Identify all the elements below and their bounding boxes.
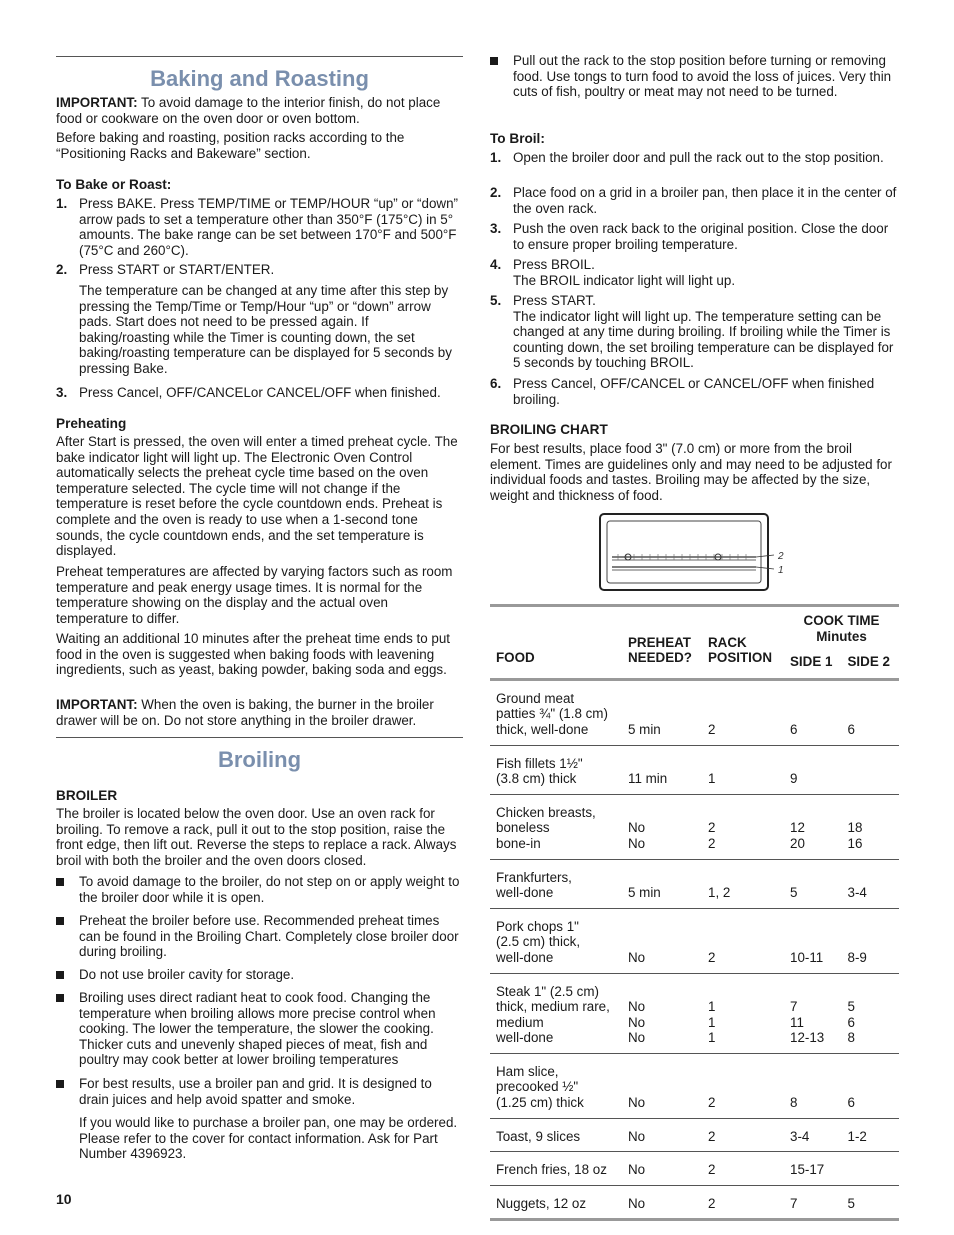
cell-side1: 3-4 bbox=[784, 1118, 842, 1152]
step-text: Press Cancel, OFF/CANCELor CANCEL/OFF when finished. bbox=[79, 385, 441, 400]
cell-food: Chicken breasts, boneless bone-in bbox=[490, 794, 622, 859]
cell-side1: 7 11 12-13 bbox=[784, 973, 842, 1053]
bullet-text: Do not use broiler cavity for storage. bbox=[79, 967, 295, 982]
step-text: Press BAKE. Press TEMP/TIME or TEMP/HOUR “up” or “down” arrow pads to set a temperature other than 350°F (175°C) in 5° amounts. The bake range can be set between 170°F and 500°F (75°C and 260°C). bbox=[79, 196, 458, 258]
col-header-side2: SIDE 2 bbox=[842, 644, 900, 679]
cell-side2: 1-2 bbox=[842, 1118, 900, 1152]
step-text: Place food on a grid in a broiler pan, then place it in the center of the oven rack. bbox=[513, 185, 897, 216]
table-row bbox=[490, 794, 899, 859]
preheat-paragraph: Waiting an additional 10 minutes after the preheat time ends to put food in the oven is suggested when baking foods with leavening ingredients, such as yeast, baking powder, baking soda and eggs. bbox=[56, 631, 451, 678]
step-number: 3. bbox=[56, 385, 68, 400]
broiling-chart-table bbox=[490, 604, 899, 1221]
step-text: Press START or START/ENTER. bbox=[79, 262, 275, 277]
cell-rack: 2 bbox=[702, 1053, 784, 1118]
col-header-food: FOOD bbox=[490, 606, 622, 680]
cell-side2: 3-4 bbox=[842, 859, 900, 908]
step-text: Press START. The indicator light will light up. The temperature setting can be changed at any time during broiling. If broiling while the Timer is counting down, the set broiling temperature can be displayed for 5 seconds by touching BROIL. bbox=[513, 293, 894, 371]
cell-side1: 12 20 bbox=[784, 794, 842, 859]
important-label: IMPORTANT: bbox=[56, 697, 138, 712]
cell-side2: 5 6 8 bbox=[842, 973, 900, 1053]
bullet-icon bbox=[56, 874, 66, 884]
table-row bbox=[490, 745, 899, 794]
cell-rack: 2 bbox=[702, 1152, 784, 1186]
cell-preheat: No bbox=[622, 1053, 702, 1118]
important-label: IMPORTANT: bbox=[56, 95, 138, 110]
table-row bbox=[490, 1152, 899, 1186]
col-header-preheat: PREHEAT NEEDED? bbox=[622, 606, 702, 680]
bullet-icon bbox=[490, 53, 500, 63]
bullet-text: Pull out the rack to the stop position before turning or removing food. Use tongs to turn food to avoid the loss of juices. Very thin cuts of fish, poultry or meat may not need to be turned. bbox=[513, 53, 892, 100]
before-baking-text: Before baking and roasting, position racks according to the “Positioning Racks and Bakeware” section. bbox=[56, 130, 405, 161]
step-number: 6. bbox=[490, 376, 502, 391]
cell-food: Fish fillets 1½" (3.8 cm) thick bbox=[490, 745, 622, 794]
cell-side2: 8-9 bbox=[842, 908, 900, 973]
rack-label-2: 2 bbox=[778, 551, 784, 562]
top-divider bbox=[56, 56, 463, 57]
cell-food: Pork chops 1" (2.5 cm) thick, well-done bbox=[490, 908, 622, 973]
cell-food: French fries, 18 oz bbox=[490, 1152, 622, 1186]
cell-side2: 6 bbox=[842, 1053, 900, 1118]
purchase-text: If you would like to purchase a broiler pan, one may be ordered. Please refer to the cover for contact information. Ask for Part Number 4396923. bbox=[79, 1115, 458, 1162]
table-row bbox=[490, 1053, 899, 1118]
cell-preheat: No bbox=[622, 908, 702, 973]
cell-rack: 2 2 bbox=[702, 794, 784, 859]
cell-food: Frankfurters, well-done bbox=[490, 859, 622, 908]
step-text: The temperature can be changed at any time after this step by pressing the Temp/Time or Temp/Hour “up” or “down” arrow pads. Start does not need to be pressed again. If baking/roasting while the Timer is counting down, the set baking/roasting temperature can be displayed for 5 seconds by pressing Bake. bbox=[79, 283, 452, 376]
cell-side2: 6 bbox=[842, 679, 900, 745]
table-row bbox=[490, 908, 899, 973]
preheat-paragraph: Preheat temperatures are affected by varying factors such as room temperature and peak energy usage times. It is normal for the temperature showing on the display and the actual oven temperature to differ. bbox=[56, 564, 453, 626]
bullet-icon bbox=[56, 967, 66, 977]
broiler-heading: BROILER bbox=[56, 788, 118, 803]
baking-title: Baking and Roasting bbox=[150, 66, 369, 91]
cell-side2 bbox=[842, 1152, 900, 1186]
cell-rack: 2 bbox=[702, 908, 784, 973]
minutes-label: Minutes bbox=[816, 628, 867, 644]
step-number: 2. bbox=[56, 262, 68, 277]
page-number: 10 bbox=[56, 1191, 72, 1207]
step-text: Press Cancel, OFF/CANCEL or CANCEL/OFF when finished broiling. bbox=[513, 376, 875, 407]
important-text: When the oven is baking, the burner in the broiler drawer will be on. Do not store anything in the broiler drawer. bbox=[56, 697, 434, 728]
rack-label-1: 1 bbox=[778, 565, 784, 576]
step-number: 1. bbox=[490, 150, 502, 165]
bake-heading: To Bake or Roast: bbox=[56, 177, 172, 192]
cell-food: Nuggets, 12 oz bbox=[490, 1185, 622, 1220]
cell-rack: 1 1 1 bbox=[702, 973, 784, 1053]
cell-preheat: No bbox=[622, 1152, 702, 1186]
bullet-text: Broiling uses direct radiant heat to cook food. Changing the temperature when broiling allows more precise control when cooking. The lower the temperature, the slower the cooking. Thicker cuts and unevenly shaped pieces of meat, fish and poultry may cook better at lower broiling temperatures bbox=[79, 990, 436, 1068]
cell-preheat: 5 min bbox=[622, 859, 702, 908]
broiler-paragraph: The broiler is located below the oven door. Use an oven rack for broiling. To remove a rack, pull it out to the stop position, raise the front edge, then lift out. Reverse the steps to replace a rack. Always broil with both the broiler and the oven doors closed. bbox=[56, 806, 457, 868]
cell-side1: 10-11 bbox=[784, 908, 842, 973]
cell-food: Toast, 9 slices bbox=[490, 1118, 622, 1152]
col-header-cook-time bbox=[784, 606, 899, 645]
cell-preheat: No bbox=[622, 1185, 702, 1220]
cell-food: Ham slice, precooked ½" (1.25 cm) thick bbox=[490, 1053, 622, 1118]
cell-side2: 5 bbox=[842, 1185, 900, 1220]
bullet-text: To avoid damage to the broiler, do not step on or apply weight to the broiler door while it is open. bbox=[79, 874, 460, 905]
step-text: Push the oven rack back to the original position. Close the door to ensure proper broiling temperature. bbox=[513, 221, 889, 252]
cell-rack: 1, 2 bbox=[702, 859, 784, 908]
preheat-paragraph: After Start is pressed, the oven will enter a timed preheat cycle. The bake indicator light will light up. The Electronic Oven Control automatically selects the preheat cycle time based on the oven temperature selected. The cycle time will not change if the temperature is reset before the cycle countdown ends. Preheat is complete and the oven is ready to use when a 1-second tone sounds, the cycle countdown ends, and the set temperature is displayed. bbox=[56, 434, 458, 559]
cell-food: Steak 1" (2.5 cm) thick, medium rare, medium well-done bbox=[490, 973, 622, 1053]
cell-side2 bbox=[842, 745, 900, 794]
step-number: 5. bbox=[490, 293, 502, 308]
step-text: Open the broiler door and pull the rack out to the stop position. bbox=[513, 150, 884, 165]
step-text: Press BROIL. The BROIL indicator light will light up. bbox=[513, 257, 736, 288]
bullet-text: Preheat the broiler before use. Recommended preheat times can be found in the Broiling Chart. Completely close broiler door during broiling. bbox=[79, 913, 459, 960]
cell-side1: 6 bbox=[784, 679, 842, 745]
cook-time-label: COOK TIME bbox=[803, 613, 880, 628]
table-row bbox=[490, 679, 899, 745]
step-number: 4. bbox=[490, 257, 502, 272]
important-text: To avoid damage to the interior finish, do not place food or cookware on the oven door or oven bottom. bbox=[56, 95, 441, 126]
step-number: 3. bbox=[490, 221, 502, 236]
cell-side1: 7 bbox=[784, 1185, 842, 1220]
table-row bbox=[490, 1118, 899, 1152]
cell-preheat: No No bbox=[622, 794, 702, 859]
table-header-row bbox=[490, 606, 899, 645]
cell-rack: 1 bbox=[702, 745, 784, 794]
bullet-icon bbox=[56, 990, 66, 1000]
col-header-side1: SIDE 1 bbox=[784, 644, 842, 679]
cell-side1: 15-17 bbox=[784, 1152, 842, 1186]
table-row bbox=[490, 1185, 899, 1220]
cell-side2: 18 16 bbox=[842, 794, 900, 859]
cell-food: Ground meat patties ¾" (1.8 cm) thick, well-done bbox=[490, 679, 622, 745]
cell-rack: 2 bbox=[702, 1185, 784, 1220]
cell-preheat: No No No bbox=[622, 973, 702, 1053]
table-row bbox=[490, 859, 899, 908]
broiling-chart-heading: BROILING CHART bbox=[490, 422, 608, 437]
important-note-1 bbox=[56, 95, 463, 126]
cell-side1: 5 bbox=[784, 859, 842, 908]
step-number: 2. bbox=[490, 185, 502, 200]
important-note-2 bbox=[56, 697, 463, 728]
cell-preheat: No bbox=[622, 1118, 702, 1152]
broiling-chart-intro: For best results, place food 3" (7.0 cm) or more from the broil element. Times are guidelines only and may need to be adjusted for individual foods and tastes. Broiling may be affected by the size, weight and thickness of food. bbox=[490, 441, 892, 503]
bullet-icon bbox=[56, 913, 66, 923]
col-header-rack: RACK POSITION bbox=[702, 606, 784, 680]
bullet-text: For best results, use a broiler pan and grid. It is designed to drain juices and help avoid spatter and smoke. bbox=[79, 1076, 432, 1107]
cell-preheat: 5 min bbox=[622, 679, 702, 745]
preheat-heading: Preheating bbox=[56, 416, 127, 431]
cell-side1: 9 bbox=[784, 745, 842, 794]
section-divider bbox=[56, 737, 463, 738]
cell-preheat: 11 min bbox=[622, 745, 702, 794]
broil-heading: To Broil: bbox=[490, 131, 545, 146]
bullet-icon bbox=[56, 1076, 66, 1086]
broiling-title: Broiling bbox=[217, 747, 302, 772]
cell-rack: 2 bbox=[702, 1118, 784, 1152]
oven-rack-diagram bbox=[598, 512, 798, 594]
cell-rack: 2 bbox=[702, 679, 784, 745]
table-row bbox=[490, 973, 899, 1053]
cell-side1: 8 bbox=[784, 1053, 842, 1118]
step-number: 1. bbox=[56, 196, 68, 211]
